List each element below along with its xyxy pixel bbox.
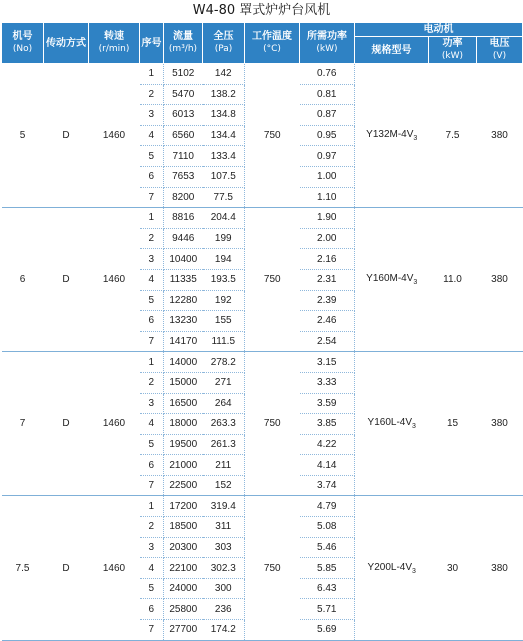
cell-seq: 7 xyxy=(140,331,164,352)
cell-speed: 1460 xyxy=(89,496,140,640)
cell-seq: 1 xyxy=(140,208,164,229)
cell-seq: 1 xyxy=(140,496,164,517)
cell-pressure: 152 xyxy=(203,475,245,496)
cell-pressure: 236 xyxy=(203,599,245,620)
cell-temp: 750 xyxy=(245,352,300,496)
cell-pressure: 263.3 xyxy=(203,414,245,435)
header-machine-no xyxy=(2,23,44,64)
cell-pressure: 134.8 xyxy=(203,105,245,126)
table-header xyxy=(2,23,523,64)
cell-flow: 22100 xyxy=(164,558,203,579)
cell-seq: 4 xyxy=(140,125,164,146)
cell-seq: 1 xyxy=(140,64,164,85)
cell-pressure: 142 xyxy=(203,64,245,85)
cell-power-required: 2.54 xyxy=(300,331,355,352)
cell-seq: 4 xyxy=(140,269,164,290)
cell-temp: 750 xyxy=(245,208,300,352)
cell-motor-model xyxy=(355,64,429,208)
header-voltage-label: 电压 xyxy=(489,38,510,49)
cell-motor-power: 7.5 xyxy=(429,64,477,208)
cell-machine-no: 7.5 xyxy=(2,496,44,640)
header-voltage-unit: (V) xyxy=(492,51,507,61)
cell-flow: 25800 xyxy=(164,599,203,620)
cell-pressure: 302.3 xyxy=(203,558,245,579)
cell-pressure: 193.5 xyxy=(203,269,245,290)
cell-flow: 9446 xyxy=(164,228,203,249)
motor-model-label: Y200L-4V xyxy=(367,561,413,573)
cell-power-required: 2.00 xyxy=(300,228,355,249)
motor-model-label: Y132M-4V xyxy=(366,129,414,141)
cell-flow: 11335 xyxy=(164,269,203,290)
table-row xyxy=(2,496,523,517)
cell-seq: 6 xyxy=(140,311,164,332)
cell-drive: D xyxy=(44,496,89,640)
cell-flow: 12280 xyxy=(164,290,203,311)
header-speed-label: 转速 xyxy=(104,31,124,42)
cell-pressure: 211 xyxy=(203,455,245,476)
header-seq xyxy=(140,23,164,64)
cell-drive: D xyxy=(44,64,89,208)
cell-seq: 7 xyxy=(140,475,164,496)
header-flow xyxy=(164,23,203,64)
cell-pressure: 77.5 xyxy=(203,187,245,208)
cell-power-required: 6.43 xyxy=(300,578,355,599)
cell-flow: 5102 xyxy=(164,64,203,85)
cell-pressure: 261.3 xyxy=(203,434,245,455)
cell-flow: 16500 xyxy=(164,393,203,414)
cell-power-required: 1.00 xyxy=(300,166,355,187)
header-power-req-unit: (kW) xyxy=(316,44,338,54)
cell-seq: 6 xyxy=(140,455,164,476)
cell-seq: 6 xyxy=(140,166,164,187)
header-model-label: 规格型号 xyxy=(371,44,412,56)
cell-power-required: 0.81 xyxy=(300,84,355,105)
header-speed xyxy=(89,23,140,64)
header-drive-label: 传动方式 xyxy=(46,37,86,49)
motor-model-label: Y160L-4V xyxy=(367,417,413,429)
cell-pressure: 111.5 xyxy=(203,331,245,352)
cell-flow: 21000 xyxy=(164,455,203,476)
cell-seq: 5 xyxy=(140,578,164,599)
cell-voltage: 380 xyxy=(477,64,523,208)
cell-power-required: 4.14 xyxy=(300,455,355,476)
cell-pressure: 319.4 xyxy=(203,496,245,517)
cell-power-required: 3.85 xyxy=(300,414,355,435)
cell-seq: 4 xyxy=(140,558,164,579)
header-temp xyxy=(245,23,300,64)
motor-model-subscript: 3 xyxy=(412,567,416,575)
cell-flow: 7110 xyxy=(164,146,203,167)
cell-power-required: 0.87 xyxy=(300,105,355,126)
cell-flow: 15000 xyxy=(164,372,203,393)
cell-seq: 1 xyxy=(140,352,164,373)
header-temp-label: 工作温度 xyxy=(252,31,292,42)
table-row xyxy=(2,208,523,229)
header-drive xyxy=(44,23,89,64)
cell-seq: 2 xyxy=(140,228,164,249)
cell-pressure: 107.5 xyxy=(203,166,245,187)
cell-power-required: 3.59 xyxy=(300,393,355,414)
cell-motor-power: 15 xyxy=(429,352,477,496)
header-power-req xyxy=(300,23,355,64)
cell-seq: 4 xyxy=(140,414,164,435)
header-pressure xyxy=(203,23,245,64)
header-machine-no-label: 机号 xyxy=(12,31,33,42)
cell-flow: 20300 xyxy=(164,537,203,558)
motor-model-subscript: 3 xyxy=(413,279,418,287)
cell-seq: 2 xyxy=(140,517,164,538)
cell-pressure: 174.2 xyxy=(203,620,245,641)
cell-power-required: 2.31 xyxy=(300,269,355,290)
cell-flow: 27700 xyxy=(164,620,203,641)
header-speed-unit: (r/min) xyxy=(98,44,130,54)
cell-seq: 5 xyxy=(140,434,164,455)
cell-seq: 5 xyxy=(140,146,164,167)
cell-power-required: 5.71 xyxy=(300,599,355,620)
cell-voltage: 380 xyxy=(477,208,523,352)
header-motor-power xyxy=(429,37,477,64)
cell-power-required: 3.15 xyxy=(300,352,355,373)
cell-temp: 750 xyxy=(245,496,300,640)
cell-pressure: 300 xyxy=(203,578,245,599)
cell-flow: 17200 xyxy=(164,496,203,517)
cell-power-required: 1.10 xyxy=(300,187,355,208)
table-body xyxy=(2,64,523,641)
cell-flow: 14000 xyxy=(164,352,203,373)
cell-pressure: 192 xyxy=(203,290,245,311)
cell-voltage: 380 xyxy=(477,352,523,496)
header-voltage xyxy=(477,37,523,64)
cell-power-required: 0.76 xyxy=(300,64,355,85)
table-title: W4-80 罩式炉炉台风机 xyxy=(192,3,331,18)
cell-seq: 6 xyxy=(140,599,164,620)
cell-temp: 750 xyxy=(245,64,300,208)
cell-pressure: 264 xyxy=(203,393,245,414)
cell-power-required: 1.90 xyxy=(300,208,355,229)
cell-seq: 3 xyxy=(140,249,164,270)
cell-flow: 7653 xyxy=(164,166,203,187)
cell-motor-model xyxy=(355,208,429,352)
cell-power-required: 5.46 xyxy=(300,537,355,558)
cell-flow: 22500 xyxy=(164,475,203,496)
motor-model-subscript: 3 xyxy=(413,135,418,143)
header-machine-no-unit: (No) xyxy=(12,44,33,54)
cell-motor-model xyxy=(355,352,429,496)
fan-spec-table xyxy=(1,22,523,641)
header-seq-label: 序号 xyxy=(141,37,162,49)
cell-flow: 6560 xyxy=(164,125,203,146)
cell-pressure: 199 xyxy=(203,228,245,249)
header-motor-power-unit: (kW) xyxy=(441,51,464,61)
cell-power-required: 0.97 xyxy=(300,146,355,167)
cell-pressure: 155 xyxy=(203,311,245,332)
cell-flow: 18500 xyxy=(164,517,203,538)
cell-pressure: 303 xyxy=(203,537,245,558)
cell-pressure: 133.4 xyxy=(203,146,245,167)
header-flow-label: 流量 xyxy=(173,31,193,42)
cell-flow: 13230 xyxy=(164,311,203,332)
cell-pressure: 311 xyxy=(203,517,245,538)
cell-drive: D xyxy=(44,208,89,352)
header-motor-power-label: 功率 xyxy=(442,38,463,49)
cell-motor-model xyxy=(355,496,429,640)
cell-pressure: 194 xyxy=(203,249,245,270)
cell-pressure: 204.4 xyxy=(203,208,245,229)
header-motor: 电动机 xyxy=(355,23,523,37)
cell-power-required: 0.95 xyxy=(300,125,355,146)
table-row xyxy=(2,64,523,85)
cell-machine-no: 5 xyxy=(2,64,44,208)
motor-model-subscript: 3 xyxy=(412,423,416,431)
cell-seq: 2 xyxy=(140,372,164,393)
header-temp-unit: (°C) xyxy=(263,44,281,54)
cell-pressure: 138.2 xyxy=(203,84,245,105)
cell-flow: 8816 xyxy=(164,208,203,229)
cell-pressure: 134.4 xyxy=(203,125,245,146)
cell-speed: 1460 xyxy=(89,208,140,352)
cell-flow: 8200 xyxy=(164,187,203,208)
cell-seq: 7 xyxy=(140,187,164,208)
cell-voltage: 380 xyxy=(477,496,523,640)
cell-power-required: 5.85 xyxy=(300,558,355,579)
cell-flow: 18000 xyxy=(164,414,203,435)
cell-power-required: 3.33 xyxy=(300,372,355,393)
cell-seq: 3 xyxy=(140,537,164,558)
cell-flow: 14170 xyxy=(164,331,203,352)
cell-seq: 2 xyxy=(140,84,164,105)
cell-machine-no: 7 xyxy=(2,352,44,496)
cell-power-required: 4.22 xyxy=(300,434,355,455)
cell-flow: 5470 xyxy=(164,84,203,105)
cell-speed: 1460 xyxy=(89,64,140,208)
cell-seq: 3 xyxy=(140,105,164,126)
cell-power-required: 2.16 xyxy=(300,249,355,270)
cell-seq: 3 xyxy=(140,393,164,414)
cell-flow: 6013 xyxy=(164,105,203,126)
cell-power-required: 4.79 xyxy=(300,496,355,517)
cell-seq: 5 xyxy=(140,290,164,311)
cell-speed: 1460 xyxy=(89,352,140,496)
motor-model-label: Y160M-4V xyxy=(366,273,414,285)
header-model xyxy=(355,37,429,64)
cell-power-required: 2.39 xyxy=(300,290,355,311)
header-power-req-label: 所需功率 xyxy=(307,31,347,42)
cell-motor-power: 11.0 xyxy=(429,208,477,352)
table-row xyxy=(2,352,523,373)
cell-motor-power: 30 xyxy=(429,496,477,640)
header-pressure-unit: (Pa) xyxy=(214,44,233,54)
header-pressure-label: 全压 xyxy=(213,31,234,42)
cell-machine-no: 6 xyxy=(2,208,44,352)
cell-drive: D xyxy=(44,352,89,496)
cell-flow: 19500 xyxy=(164,434,203,455)
cell-pressure: 278.2 xyxy=(203,352,245,373)
cell-pressure: 271 xyxy=(203,372,245,393)
cell-power-required: 3.74 xyxy=(300,475,355,496)
header-flow-unit: (m³/h) xyxy=(168,44,198,54)
cell-flow: 10400 xyxy=(164,249,203,270)
cell-flow: 24000 xyxy=(164,578,203,599)
cell-power-required: 2.46 xyxy=(300,311,355,332)
cell-power-required: 5.08 xyxy=(300,517,355,538)
cell-seq: 7 xyxy=(140,620,164,641)
cell-power-required: 5.69 xyxy=(300,620,355,641)
